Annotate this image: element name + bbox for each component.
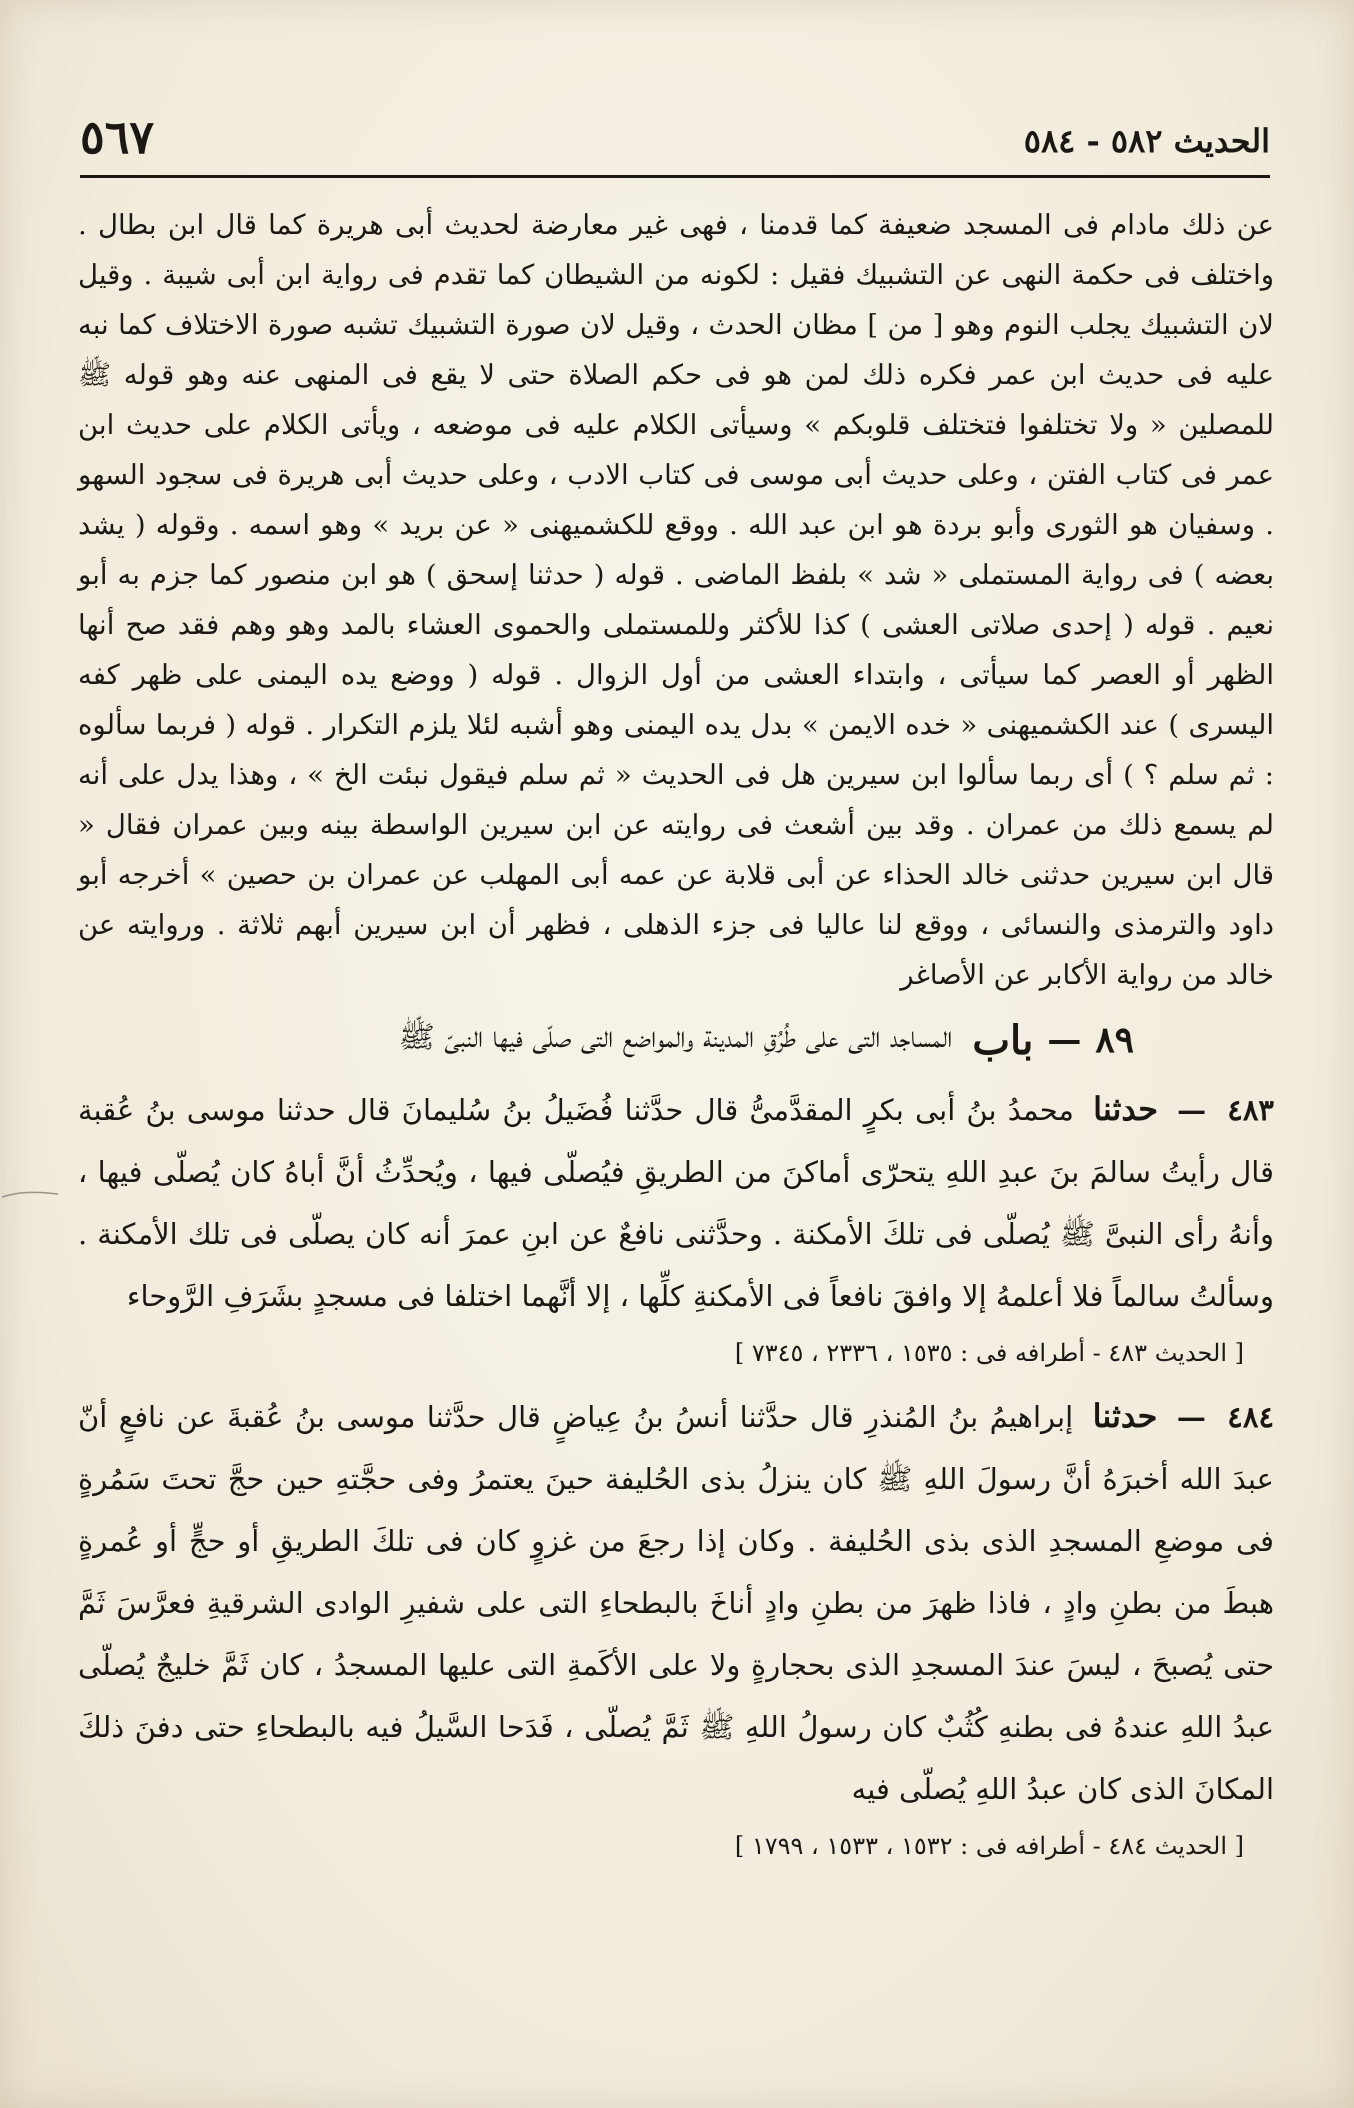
chapter-label: باب — [972, 1016, 1034, 1064]
commentary-section — [78, 200, 1274, 1000]
hadith-text — [78, 1385, 1274, 1820]
hadith-number: ٤٨٣ — [1227, 1093, 1274, 1127]
chapter-title: المساجد التى على طُرُقِ المدينة والمواضع التى صلّى فيها النبىّ ﷺ — [398, 1019, 953, 1055]
page-number: ٥٦٧ — [80, 110, 155, 164]
chapter-dash: — — [1047, 1020, 1082, 1060]
running-head: الحديث ٥٨٢ - ٥٨٤ — [1023, 122, 1270, 160]
hadith-cross-reference: [ الحديث ٤٨٣ - أطرافه فى : ١٥٣٥ ، ٢٣٣٦ ، ٧٣٤٥ ] — [734, 1339, 1244, 1367]
hadith-body: إبراهيمُ بنُ المُنذرِ قال حدَّثنا أنسُ بنُ عِياضٍ قال حدَّثنا موسى بنُ عُقبةَ عن نافعٍ أنّ عبدَ الله أخبرَهُ أنَّ رسولَ اللهِ ﷺ كان ينزلُ بذى الحُليفة حينَ يعتمرُ وفى حجَّتهِ حين حجَّ تحتَ سَمُرةٍ فى موضعِ المسجدِ الذى بذى الحُليفة . وكان إذا رجعَ من غزوٍ كان فى تلكَ الطريقِ أو حجٍّ أو عُمرةٍ هبطَ من بطنِ وادٍ ، فاذا ظهرَ من بطنِ وادٍ أناخَ بالبطحاءِ التى على شفيرِ الوادى الشرقيةِ فعرَّسَ ثَمَّ حتى يُصبحَ ، ليسَ عندَ المسجدِ الذى بحجارةٍ ولا على الأكَمةِ التى عليها المسجدُ ، كان ثَمَّ خليجٌ يُصلّى عبدُ اللهِ عندهُ فى بطنهِ كُثُبٌ كان رسولُ اللهِ ﷺ ثَمَّ يُصلّى ، فَدَحا السَّيلُ فيه بالبطحاءِ حتى دفنَ ذلكَ المكانَ الذى كان عبدُ اللهِ يُصلّى فيه — [78, 1400, 1274, 1806]
hadith-keyword: حدثنا — [1093, 1090, 1158, 1128]
hadith-text — [78, 1078, 1274, 1327]
hadith-number: ٤٨٤ — [1227, 1400, 1275, 1434]
hadith-dash: — — [1177, 1093, 1207, 1127]
hadith-keyword: حدثنا — [1092, 1397, 1158, 1435]
chapter-number: ٨٩ — [1095, 1019, 1134, 1061]
page-content — [78, 200, 1274, 1878]
page-header — [80, 110, 1270, 180]
chapter-heading — [78, 1006, 1274, 1074]
margin-pencil-mark — [0, 1188, 60, 1202]
hadith-483 — [78, 1078, 1274, 1373]
hadith-dash: — — [1176, 1400, 1206, 1434]
hadith-body: محمدُ بنُ أبى بكرٍ المقدَّمىُّ قال حدَّثنا فُضَيلُ بنُ سُليمانَ قال حدثنا موسى بنُ عُقبة قال رأيتُ سالمَ بنَ عبدِ اللهِ يتحرّى أماكنَ من الطريقِ فيُصلّى فيها ، ويُحدِّثُ أنَّ أباهُ كان يُصلّى فيها ، وأنهُ رأى النبىَّ ﷺ يُصلّى فى تلكَ الأمكنة . وحدَّثنى نافعٌ عن ابنِ عمرَ أنه كان يصلّى فى تلك الأمكنة . وسألتُ سالماً فلا أعلمهُ إلا وافقَ نافعاً فى الأمكنةِ كلِّها ، إلا أنَّهما اختلفا فى مسجدٍ بشَرَفِ الرَّوحاء — [78, 1093, 1274, 1313]
hadith-484 — [78, 1385, 1274, 1866]
hadith-cross-reference: [ الحديث ٤٨٤ - أطرافه فى : ١٥٣٢ ، ١٥٣٣ ، ١٧٩٩ ] — [734, 1832, 1244, 1860]
commentary-paragraph: عن ذلك مادام فى المسجد ضعيفة كما قدمنا ، فهى غير معارضة لحديث أبى هريرة كما قال ابن بطال . واختلف فى حكمة النهى عن التشبيك فقيل : لكونه من الشيطان كما تقدم فى رواية ابن أبى شيبة . وقيل لان التشبيك يجلب النوم وهو [ من ] مظان الحدث ، وقيل لان صورة التشبيك تشبه صورة الاختلاف كما نبه عليه فى حديث ابن عمر فكره ذلك لمن هو فى حكم الصلاة حتى لا يقع فى المنهى عنه وهو قوله ﷺ للمصلين « ولا تختلفوا فتختلف قلوبكم » وسيأتى الكلام عليه فى موضعه ، ويأتى الكلام على حديث ابن عمر فى كتاب الفتن ، وعلى حديث أبى موسى فى كتاب الادب ، وعلى حديث أبى هريرة فى سجود السهو . وسفيان هو الثورى وأبو بردة هو ابن عبد الله . ووقع للكشميهنى « عن بريد » وهو اسمه . وقوله ( يشد بعضه ) فى رواية المستملى « شد » بلفظ الماضى . قوله ( حدثنا إسحق ) هو ابن منصور كما جزم به أبو نعيم . قوله ( إحدى صلاتى العشى ) كذا للأكثر وللمستملى والحموى العشاء بالمد وهو وهم فقد صح أنها الظهر أو العصر كما سيأتى ، وابتداء العشى من أول الزوال . قوله ( ووضع يده اليمنى على ظهر كفه اليسرى ) عند الكشميهنى « خده الايمن » بدل يده اليمنى وهو أشبه لئلا يلزم التكرار . قوله ( فربما سألوه : ثم سلم ؟ ) أى ربما سألوا ابن سيرين هل فى الحديث « ثم سلم فيقول نبئت الخ » ، وهذا يدل على أنه لم يسمع ذلك من عمران . وقد بين أشعث فى روايته عن ابن سيرين الواسطة بينه وبين عمران فقال « قال ابن سيرين حدثنى خالد الحذاء عن أبى قلابة عن عمه أبى المهلب عن عمران بن حصين » أخرجه أبو داود والترمذى والنسائى ، ووقع لنا عاليا فى جزء الذهلى ، فظهر أن ابن سيرين أبهم ثلاثة . وروايته عن خالد من رواية الأكابر عن الأصاغر — [78, 209, 1274, 991]
header-rule — [80, 175, 1270, 178]
